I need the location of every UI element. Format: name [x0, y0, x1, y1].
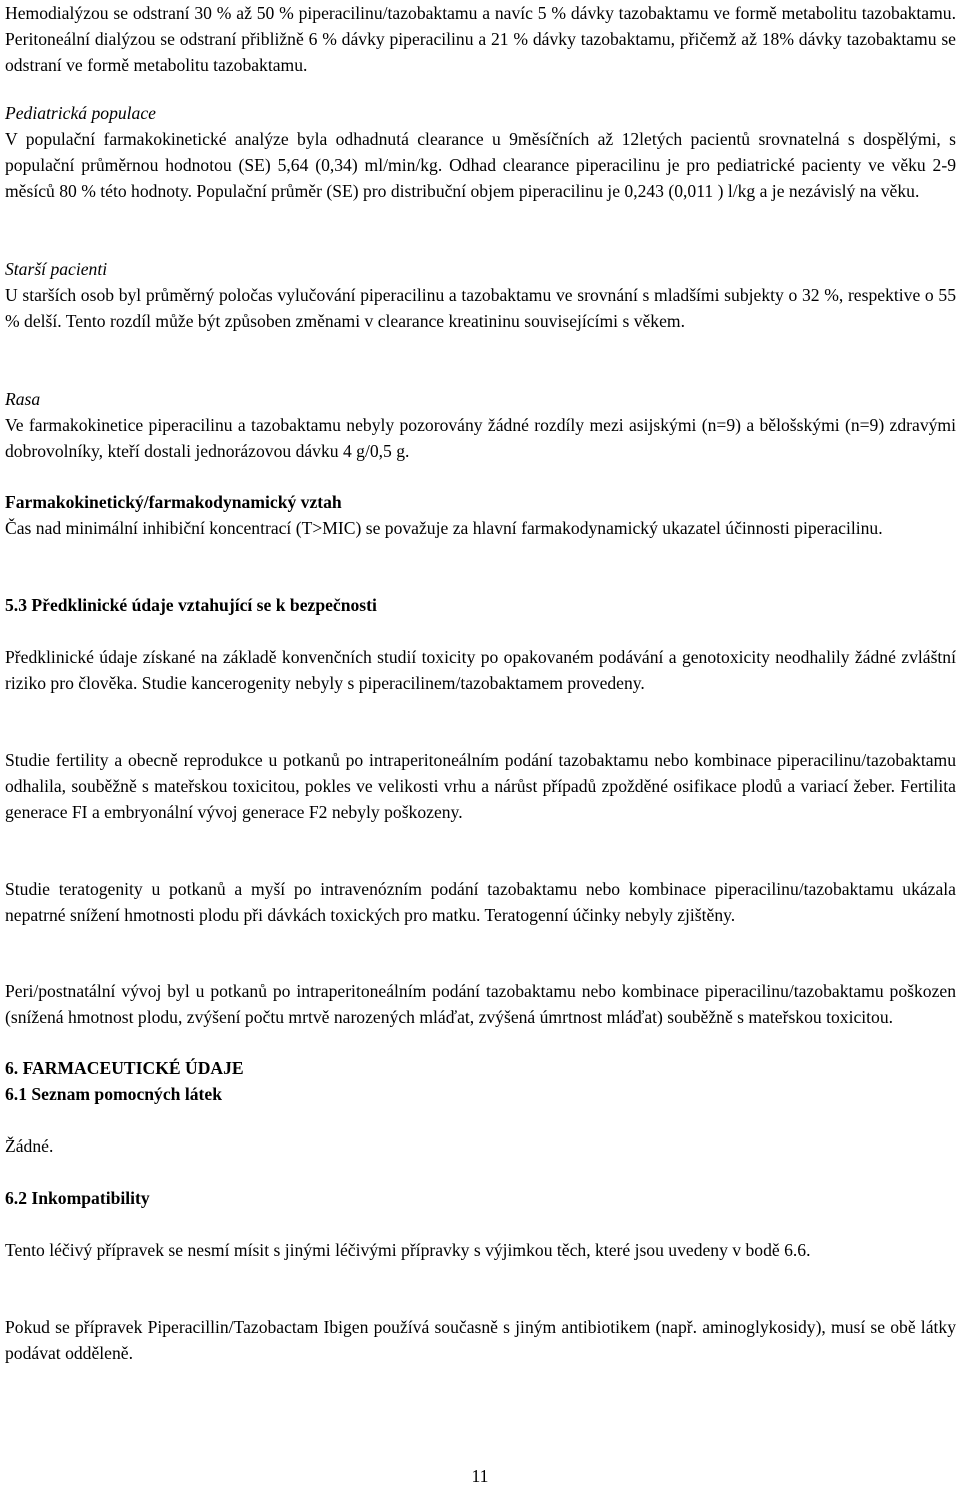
- pkpd-heading: Farmakokinetický/farmakodynamický vztah: [5, 492, 342, 512]
- section-6-1-heading: 6.1 Seznam pomocných látek: [5, 1084, 222, 1104]
- nonclinical-paragraph-2: Studie fertility a obecně reprodukce u potkanů po intraperitoneálním podání tazobaktamu nebo kombinace piperacilinu/tazobaktamu odhalila, souběžně s mateřskou toxicitou, pokles ve velikosti vrhu a nárůst případů zpožděné osifikace plodů a variací žeber. Fertilita generace FI a embryonální vývoj generace F2 nebyly poškozeny.: [5, 750, 956, 822]
- section-5-3-heading: 5.3 Předklinické údaje vztahující se k bezpečnosti: [5, 595, 377, 615]
- nonclinical-paragraph-3: Studie teratogenity u potkanů a myší po intravenózním podání tazobaktamu nebo kombinace piperacilinu/tazobaktamu ukázala nepatrné snížení hmotnosti plodu při dávkách toxických pro matku. Teratogenní účinky nebyly zjištěny.: [5, 879, 956, 925]
- section-6-1-text: Žádné.: [5, 1136, 54, 1156]
- pediatric-paragraph: V populační farmakokinetické analýze byla odhadnutá clearance u 9měsíčních až 12letých pacientů srovnatelná s dospělými, s populační průměrnou hodnotou (SE) 5,64 (0,34) ml/min/kg. Odhad clearance piperacilinu je pro pediatrické pacienty ve věku 2-9 měsíců 80 % této hodnoty. Populační průměr (SE) pro distribuční objem piperacilinu je 0,243 (0,011 ) l/kg a je nezávislý na věku.: [5, 129, 956, 201]
- section-6-heading: 6. FARMACEUTICKÉ ÚDAJE: [5, 1058, 244, 1078]
- elderly-paragraph: U starších osob byl průměrný poločas vylučování piperacilinu a tazobaktamu ve srovnání s mladšími subjekty o 32 %, respektive o 55 % delší. Tento rozdíl může být způsoben změnami v clearance kreatininu souvisejícími s věkem.: [5, 285, 956, 331]
- race-paragraph: Ve farmakokinetice piperacilinu a tazobaktamu nebyly pozorovány žádné rozdíly mezi asijskými (n=9) a bělošskými (n=9) zdravými dobrovolníky, kteří dostali jednorázovou dávku 4 g/0,5 g.: [5, 415, 956, 461]
- pediatric-heading: Pediatrická populace: [5, 103, 156, 123]
- section-6-2-heading: 6.2 Inkompatibility: [5, 1188, 150, 1208]
- incompatibility-paragraph-2: Pokud se přípravek Piperacillin/Tazobactam Ibigen používá současně s jiným antibiotikem (např. aminoglykosidy), musí se obě látky podávat odděleně.: [5, 1317, 956, 1363]
- page-number: 11: [471, 1466, 489, 1486]
- dialysis-paragraph: Hemodialýzou se odstraní 30 % až 50 % piperacilinu/tazobaktamu a navíc 5 % dávky tazobaktamu ve formě metabolitu tazobaktamu. Peritoneální dialýzou se odstraní přibližně 6 % dávky piperacilinu a 21 % dávky tazobaktamu, přičemž až 18% dávky tazobaktamu se odstraní ve formě metabolitu tazobaktamu.: [5, 3, 956, 75]
- pkpd-paragraph: Čas nad minimální inhibiční koncentrací (T>MIC) se považuje za hlavní farmakodynamický ukazatel účinnosti piperacilinu.: [5, 518, 883, 538]
- nonclinical-paragraph-1: Předklinické údaje získané na základě konvenčních studií toxicity po opakovaném podávání a genotoxicity neodhalily žádné zvláštní riziko pro člověka. Studie kancerogenity nebyly s piperacilinem/tazobaktamem provedeny.: [5, 647, 956, 693]
- nonclinical-paragraph-4: Peri/postnatální vývoj byl u potkanů po intraperitoneálním podání tazobaktamu nebo kombinace piperacilinu/tazobaktamu poškozen (snížená hmotnost plodu, zvýšení počtu mrtvě narozených mláďat, zvýšená úmrtnost mláďat) souběžně s mateřskou toxicitou.: [5, 981, 956, 1027]
- race-heading: Rasa: [5, 389, 41, 409]
- incompatibility-paragraph-1: Tento léčivý přípravek se nesmí mísit s jinými léčivými přípravky s výjimkou těch, které jsou uvedeny v bodě 6.6.: [5, 1240, 811, 1260]
- elderly-heading: Starší pacienti: [5, 259, 108, 279]
